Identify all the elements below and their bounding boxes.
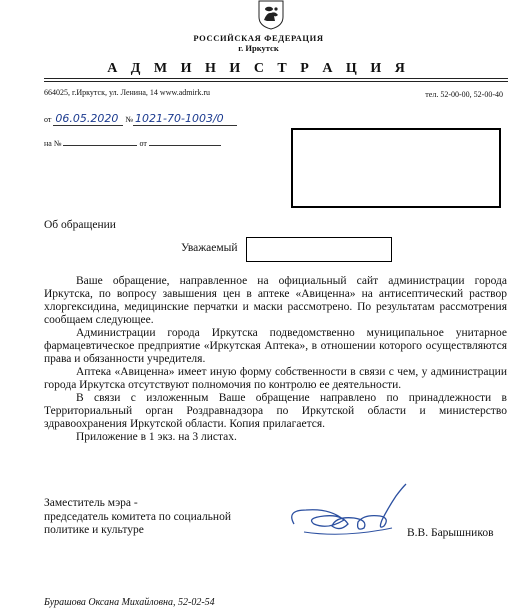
incoming-date-blank — [149, 137, 221, 146]
to-label: на № — [44, 139, 62, 148]
paragraph: Ваше обращение, направленное на официальный сайт администрации города Иркутска, по вопросу завышения цен в аптеке «Авиценна» на антисептический раствор хлоргексидина, медицинские перчатки и маски рассмотрено. По результатам рассмотрения сообщаем следующее. — [44, 275, 507, 326]
subject-line: Об обращении — [44, 219, 116, 231]
header-rule — [44, 78, 508, 79]
letter-body — [44, 275, 507, 444]
redacted-recipient — [291, 128, 501, 208]
paragraph: В связи с изложенным Ваше обращение направлено по принадлежности в Территориальный орган Роздравнадзора по Иркутской области и министерство здравоохранения Иркутской области. Копия прилагается. — [44, 392, 507, 430]
from-label: от — [44, 115, 52, 124]
signatory-title — [44, 497, 284, 538]
number-sign: № — [125, 115, 134, 124]
paragraph: Аптека «Авиценна» имеет иную форму собственности в связи с чем, у администрации города Иркутска отсутствуют полномочия по контролю ее деятельности. — [44, 366, 507, 391]
paragraph: Приложение в 1 экз. на 3 листах. — [76, 431, 237, 443]
letter-date: 06.05.2020 — [53, 113, 123, 126]
signatory-name: В.В. Барышников — [407, 527, 494, 539]
salutation: Уважаемый — [181, 242, 238, 254]
coat-of-arms-icon — [258, 0, 284, 30]
handwritten-signature — [284, 480, 414, 548]
organization-title: А Д М И Н И С Т Р А Ц И Я — [107, 61, 410, 76]
incoming-reference — [44, 137, 221, 148]
incoming-number-blank — [63, 137, 137, 146]
letter-number: 1021-70-1003/0 — [133, 113, 237, 126]
outgoing-reference — [44, 113, 237, 126]
executor-info: Бурашова Оксана Михайловна, 52-02-54 — [44, 597, 215, 608]
phone: тел. 52-00-00, 52-00-40 — [425, 90, 503, 99]
signatory-title-line: Заместитель мэра - — [44, 497, 138, 509]
signatory-title-line: председатель комитета по социальной — [44, 510, 231, 523]
paragraph: Администрации города Иркутска подведомственно муниципальное унитарное фармацевтическое предприятие «Иркутская Аптека», в отношении которого осуществляются права и обязанности учредителя. — [44, 327, 507, 365]
signatory-title-line: политике и культуре — [44, 524, 144, 536]
to-from-label: от — [139, 139, 147, 148]
country-name: РОССИЙСКАЯ ФЕДЕРАЦИЯ — [193, 33, 324, 43]
redacted-name — [246, 237, 392, 262]
header-rule-thin — [44, 81, 508, 82]
address: 664025, г.Иркутск, ул. Ленина, 14 www.admirk.ru — [44, 88, 211, 97]
city-name: г. Иркутск — [238, 43, 279, 53]
